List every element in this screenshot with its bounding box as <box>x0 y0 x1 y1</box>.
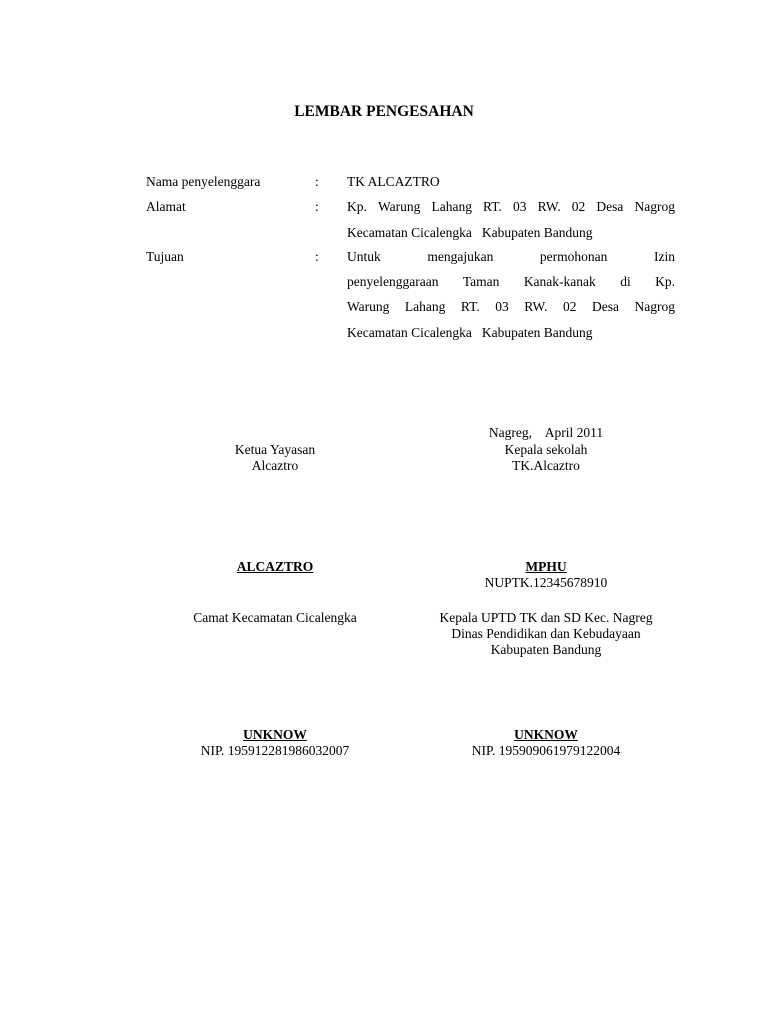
word: penyelenggaraan <box>347 274 439 289</box>
field-value-nama: TK ALCAZTRO <box>347 174 440 189</box>
word: Lahang <box>404 299 446 314</box>
word: 02 <box>562 299 577 314</box>
word: Izin <box>654 249 675 264</box>
field-label-nama: Nama penyelenggara <box>146 174 261 189</box>
page-title: LEMBAR PENGESAHAN <box>294 103 474 120</box>
word: RW. <box>537 199 561 214</box>
word: 02 <box>571 199 586 214</box>
field-colon-nama: : <box>315 174 319 189</box>
word: Nagrog <box>634 299 675 314</box>
signatory-ketua-role: Ketua Yayasan <box>234 442 316 457</box>
word: Desa <box>596 199 624 214</box>
field-value-tujuan-line2 <box>347 274 675 290</box>
word: Desa <box>591 299 619 314</box>
word: Warung <box>347 299 390 314</box>
signatory-ketua-yayasan <box>175 442 375 474</box>
signatory-kepala-sekolah-role: Kepala sekolah <box>504 442 588 457</box>
signatory-uptd-role2: Dinas Pendidikan dan Kebudayaan <box>451 626 641 641</box>
signatory-kepala-sekolah-name: MPHU <box>525 559 567 574</box>
word: Kp. <box>347 199 367 214</box>
word: RT. <box>483 199 502 214</box>
signatory-ketua-name: ALCAZTRO <box>236 559 314 574</box>
signatory-kepala-sekolah-name-block <box>446 559 646 591</box>
word: 03 <box>512 199 527 214</box>
signatory-camat-id: NIP. 195912281986032007 <box>200 743 350 758</box>
signatory-ketua-org: Alcaztro <box>251 458 299 473</box>
word: 03 <box>495 299 509 314</box>
signatory-camat-role: Camat Kecamatan Cicalengka <box>193 610 357 625</box>
signatory-camat-name: UNKNOW <box>243 727 307 742</box>
word: di <box>620 274 631 289</box>
signatory-uptd-name-block <box>406 727 686 759</box>
word: Taman <box>462 274 500 289</box>
signatory-uptd <box>406 610 686 658</box>
word: Kanak-kanak <box>523 274 596 289</box>
field-colon-tujuan: : <box>315 249 319 264</box>
word: Warung <box>377 199 421 214</box>
field-value-tujuan-line3 <box>347 299 675 315</box>
field-colon-alamat: : <box>315 199 319 214</box>
signatory-uptd-name: UNKNOW <box>514 727 578 742</box>
word: Kp. <box>655 274 675 289</box>
word: Lahang <box>431 199 472 214</box>
word: Nagrog <box>634 199 675 214</box>
word: RW. <box>524 299 548 314</box>
signatory-camat-name-block <box>155 727 395 759</box>
field-value-alamat-line1 <box>347 199 675 215</box>
field-label-tujuan: Tujuan <box>146 249 184 264</box>
signatory-uptd-id: NIP. 195909061979122004 <box>471 743 621 758</box>
field-value-tujuan-line4: Kecamatan Cicalengka Kabupaten Bandung <box>347 325 593 340</box>
field-label-alamat: Alamat <box>146 199 186 214</box>
place-date: Nagreg, April 2011 <box>488 425 604 440</box>
field-value-tujuan-line1 <box>347 249 675 265</box>
signatory-kepala-sekolah-org: TK.Alcaztro <box>512 458 580 473</box>
word: Untuk <box>347 249 381 264</box>
word: permohonan <box>539 249 608 264</box>
signatory-uptd-role3: Kabupaten Bandung <box>490 642 602 657</box>
signatory-kepala-sekolah-id: NUPTK.12345678910 <box>484 575 608 590</box>
signatory-uptd-role1: Kepala UPTD TK dan SD Kec. Nagreg <box>439 610 653 625</box>
word: mengajukan <box>427 249 494 264</box>
signatory-kepala-sekolah <box>446 442 646 474</box>
field-value-alamat-line2: Kecamatan Cicalengka Kabupaten Bandung <box>347 225 593 240</box>
word: RT. <box>460 299 480 314</box>
